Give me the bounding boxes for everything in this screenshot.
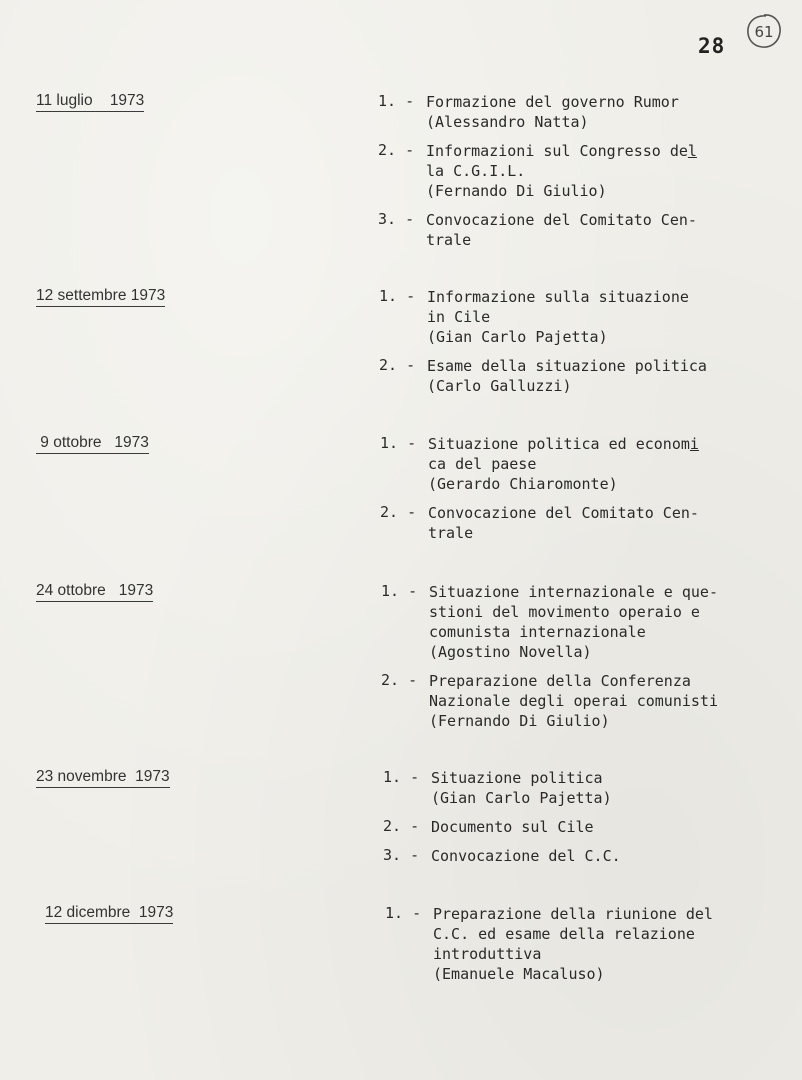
item-number: 2. - bbox=[383, 817, 420, 835]
agenda-item bbox=[383, 817, 621, 837]
item-text: Preparazione della Conferenza Nazionale degli operai comunisti (Fernando Di Giulio) bbox=[429, 672, 718, 730]
agenda-item bbox=[379, 287, 707, 347]
agenda-item bbox=[380, 434, 699, 494]
item-number: 1. - bbox=[380, 434, 417, 452]
entry-date: 12 dicembre 1973 bbox=[45, 904, 173, 924]
item-text: Preparazione della riunione del C.C. ed esame della relazione introduttiva (Emanuele Macaluso) bbox=[433, 905, 713, 983]
item-number: 1. - bbox=[381, 582, 418, 600]
item-text: Informazione sulla situazione in Cile (Gian Carlo Pajetta) bbox=[427, 288, 689, 346]
item-number: 2. - bbox=[381, 671, 418, 689]
item-number: 3. - bbox=[383, 846, 420, 864]
entry-date: 12 settembre 1973 bbox=[36, 287, 165, 307]
entry-date: 23 novembre 1973 bbox=[36, 768, 170, 788]
archive-stamp-icon bbox=[745, 12, 783, 50]
agenda-item bbox=[383, 768, 621, 808]
item-number: 1. - bbox=[379, 287, 416, 305]
item-text: Informazioni sul Congresso del la C.G.I.L. (Fernando Di Giulio) bbox=[426, 142, 697, 200]
item-text: Situazione internazionale e que- stioni del movimento operaio e comunista internazionale (Agostino Novella) bbox=[429, 583, 718, 661]
item-text: Formazione del governo Rumor (Alessandro Natta) bbox=[426, 93, 679, 131]
item-number: 2. - bbox=[380, 503, 417, 521]
page-number: 28 bbox=[698, 34, 726, 58]
item-number: 2. - bbox=[378, 141, 415, 159]
agenda-item bbox=[378, 92, 697, 132]
item-text: Convocazione del Comitato Cen- trale bbox=[428, 504, 699, 542]
item-text: Esame della situazione politica (Carlo Galluzzi) bbox=[427, 357, 707, 395]
agenda-list bbox=[381, 582, 718, 740]
item-number: 1. - bbox=[378, 92, 415, 110]
agenda-list bbox=[378, 92, 697, 259]
item-text: Documento sul Cile bbox=[431, 818, 594, 836]
item-text: Convocazione del Comitato Cen- trale bbox=[426, 211, 697, 249]
agenda-list bbox=[380, 434, 699, 552]
item-text: Situazione politica ed economi ca del paese (Gerardo Chiaromonte) bbox=[428, 435, 699, 493]
agenda-item bbox=[378, 141, 697, 201]
agenda-item bbox=[381, 671, 718, 731]
agenda-list bbox=[379, 287, 707, 405]
agenda-item bbox=[380, 503, 699, 543]
item-text: Situazione politica (Gian Carlo Pajetta) bbox=[431, 769, 612, 807]
archive-stamp-text: 61 bbox=[754, 23, 774, 41]
agenda-item bbox=[381, 582, 718, 662]
item-text: Convocazione del C.C. bbox=[431, 847, 621, 865]
agenda-list bbox=[385, 904, 713, 993]
entry-date: 11 luglio 1973 bbox=[36, 92, 144, 112]
agenda-item bbox=[379, 356, 707, 396]
entry-date: 9 ottobre 1973 bbox=[36, 434, 149, 454]
item-number: 3. - bbox=[378, 210, 415, 228]
item-number: 1. - bbox=[385, 904, 422, 922]
agenda-item bbox=[383, 846, 621, 866]
agenda-item bbox=[378, 210, 697, 250]
agenda-list bbox=[383, 768, 621, 875]
entry-date: 24 ottobre 1973 bbox=[36, 582, 153, 602]
agenda-item bbox=[385, 904, 713, 984]
item-number: 2. - bbox=[379, 356, 416, 374]
item-number: 1. - bbox=[383, 768, 420, 786]
